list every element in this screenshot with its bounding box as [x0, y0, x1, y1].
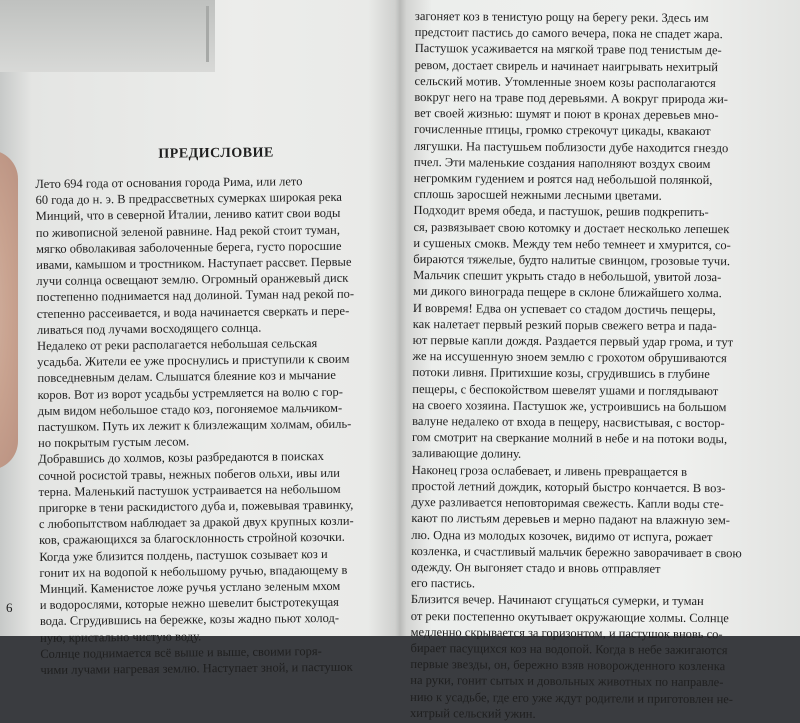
text-line: повседневным делам. Слышатся блеяние коз и мычание — [37, 368, 336, 386]
text-line: Близится вечер. Начинают сгущаться сумерки, и туман — [410, 592, 704, 609]
left-page-body — [35, 172, 392, 678]
text-line: и водорослями, которые нежно шевелит быстротекущая — [39, 595, 339, 613]
text-line: сочной росистой травы, нежных побегов ольхи, ивы или — [38, 465, 340, 483]
text-line: дым видом небольшое стадо коз, погоняемое мальчиком- — [37, 400, 343, 418]
text-line: лю. Одна из молодых козочек, видимо от испуга, рожает — [411, 527, 713, 544]
text-line: но покрытым густым лесом. — [38, 434, 190, 451]
text-line: гонит их на водопой к небольшому ручью, впадающему в — [39, 562, 348, 580]
text-line: медленно скрывается за горизонтом, и пастушок вновь со- — [410, 624, 723, 641]
chapter-heading: ПРЕДИСЛОВИЕ — [158, 145, 274, 162]
text-line: ную, кристально чистую воду. — [40, 628, 202, 645]
text-line: лучи солнца освещают землю. Огромный оранжевый диск — [36, 270, 349, 289]
text-line: от реки постепенно окутывает окружающие холмы. Солнце — [410, 608, 729, 625]
text-line: его пастись. — [410, 576, 476, 591]
text-line: по живописной зеленой равнине. Над рекой стоит туман, — [35, 222, 340, 240]
text-line: на своего хозяина. Пастушок же, устроившись на большом — [412, 397, 727, 415]
text-line: пригорке в тени раскидистого дуба и, пожевывая травинку, — [38, 497, 354, 516]
text-line: и сушеных смокв. Между тем небо темнеет и хмурится, со- — [413, 235, 731, 253]
text-line: загоняет коз в тенистую рощу на берегу реки. Здесь им — [414, 8, 709, 26]
text-line: мягко обволакивая заболоченные берега, густо поросшие — [35, 238, 342, 256]
text-line: валуне недалеко от входа в пещеру, насвистывая, с востор- — [412, 414, 725, 431]
text-line: ков, сражающихся за благосклонность стройной козочки. — [39, 530, 345, 548]
text-line: степенно рассеивается, и вода начинается сверкать и пере- — [36, 303, 350, 321]
text-line: Солнце поднимается всё выше и выше, своими горя- — [40, 643, 322, 661]
page-number: 6 — [6, 600, 13, 615]
text-line: гом смотрит на сверкание молний в небе и на потоки воды, — [411, 430, 728, 447]
text-line: же на иссушенную зноем землю с грохотом обрушиваются — [412, 349, 727, 366]
text-line: Добравшись до холмов, козы разбредаются в поисках — [38, 449, 324, 467]
paragraph — [40, 642, 392, 678]
text-line: гочисленные птицы, громко стрекочут цикады, квакают — [414, 122, 711, 139]
paragraph — [410, 591, 776, 723]
text-line: заливающие долину. — [411, 446, 522, 462]
text-line: вокруг него на траве под деревьями. А вокруг природа жи- — [414, 90, 728, 107]
paragraph — [414, 8, 780, 205]
text-line: хитрый сельский ужин. — [410, 705, 536, 721]
paragraph — [39, 545, 392, 646]
text-line: терна. Маленький пастушок устраивается на небольшом — [38, 481, 341, 499]
text-line: простой летний дождик, который быстро кончается. В воз- — [411, 478, 726, 496]
text-line: Подходит время обеда, и пастушок, решив подкрепить- — [413, 203, 709, 220]
text-line: нию к усадьбе, где его уже ждут родители и приготовлен не- — [410, 689, 734, 706]
text-line: духе разливается неповторимая свежесть. Капли воды сте- — [411, 495, 724, 512]
text-line: первые звезды, он, бережно взяв новорожденного козленка — [410, 657, 726, 674]
text-line: потоки ливня. Притихшие козы, сгрудившись в глубине — [412, 365, 710, 382]
paragraph — [412, 202, 779, 464]
text-line: ревом, достает свирель и начинает наигрывать нехитрый — [414, 57, 719, 74]
text-line: Недалеко от реки располагается небольшая сельская — [37, 336, 318, 354]
text-line: чими лучами нагревая землю. Наступает зной, и пастушок — [40, 659, 353, 678]
text-line: Минций. Каменистое ложе ручья устлано зеленым мхом — [39, 578, 341, 597]
text-line: на руки, гонит сытых и довольных животных по направле- — [410, 673, 724, 690]
paragraph — [37, 334, 390, 451]
previous-page-edge — [0, 0, 215, 72]
right-page-body — [410, 8, 780, 723]
text-line: пастушком. Путь их лежит к близлежащим холмам, обиль- — [37, 416, 352, 435]
text-line: лягушки. На пастушьем поблизости дубе находится гнездо — [413, 138, 729, 155]
text-line: одежду. Он выгоняет стадо и вновь отправляет — [411, 559, 661, 576]
text-line: постепенно поднимается над долиной. Туман над рекой по- — [36, 287, 355, 305]
text-line: как налетает первый резкий порыв свежего ветра и пада- — [412, 316, 717, 333]
text-line: усадьба. Жители ее уже проснулись и приступили к своим — [37, 351, 350, 370]
text-line: Когда уже близится полдень, пастушок созывает коз и — [39, 546, 328, 564]
text-line: Наконец гроза ослабевает, и ливень превращается в — [411, 462, 688, 479]
text-line: кают по листьям деревьев и мерно падают на влажную зем- — [411, 511, 731, 528]
text-line: бирает пасущихся коз на водопой. Когда в небе зажигаются — [410, 640, 728, 658]
text-line: вода. Сгрудившись на бережке, козы жадно пьют холод- — [39, 611, 340, 629]
text-line: негромким гудением и роятся над небольшой полянкой, — [413, 171, 713, 188]
text-line: Пастушок усаживается на мягкой траве под тенистым де- — [414, 41, 722, 58]
text-line: Лето 694 года от основания города Рима, или лето — [35, 174, 303, 191]
text-line: 60 года до н. э. В предрассветных сумерках широкая река — [35, 189, 342, 208]
text-line: пчел. Эти маленькие создания наполняют воздух своим — [413, 154, 711, 171]
paragraph — [35, 172, 389, 338]
text-line: сплошь заросшей нежными лесными цветами. — [413, 187, 662, 203]
text-line: Мальчик спешит укрыть стадо в небольшой, увитой лоза- — [413, 268, 722, 285]
text-line: с любопытством наблюдает за дракой двух крупных козли- — [38, 513, 354, 532]
text-line: ми дикого винограда пещере в склоне ближайшего холма. — [412, 284, 722, 301]
text-line: ся, развязывает свою котомку и достает несколько лепешек — [413, 219, 730, 236]
thumb — [0, 150, 18, 470]
text-line: ливаться под лучами восходящего солнца. — [36, 320, 262, 337]
text-line: пещеры, с беспокойством шевелят ушами и поглядывают — [412, 381, 719, 398]
text-line: Минций, что в северной Италии, лениво катит свои воды — [35, 206, 341, 224]
text-line: козленка, и счастливый мальчик бережно заворачивает в свою — [411, 543, 742, 560]
paragraph — [411, 462, 777, 594]
text-line: сельский мотив. Утомленные зноем козы располагаются — [414, 73, 716, 90]
right-page — [410, 8, 780, 723]
text-line: ивами, камышом и тростником. Наступает рассвет. Первые — [36, 254, 352, 273]
left-page — [35, 144, 393, 678]
page-edge-strip — [6, 6, 209, 62]
text-line: ют первые капли дождя. Раздается первый удар грома, и тут — [412, 333, 734, 350]
text-line: И вовремя! Едва он успевает со стадом достичь пещеры, — [412, 300, 716, 317]
text-line: бираются тяжелые, будто налитые свинцом, грозовые тучи. — [413, 252, 731, 269]
text-line: вет своей жизнью: шумят и поют в кронах деревьев мно- — [414, 106, 719, 123]
text-line: коров. Вот из ворот усадьбы устремляется на волю с гор- — [37, 384, 343, 402]
text-line: предстоит пастись до самого вечера, пока не спадет жара. — [414, 25, 723, 42]
paragraph — [38, 448, 391, 549]
